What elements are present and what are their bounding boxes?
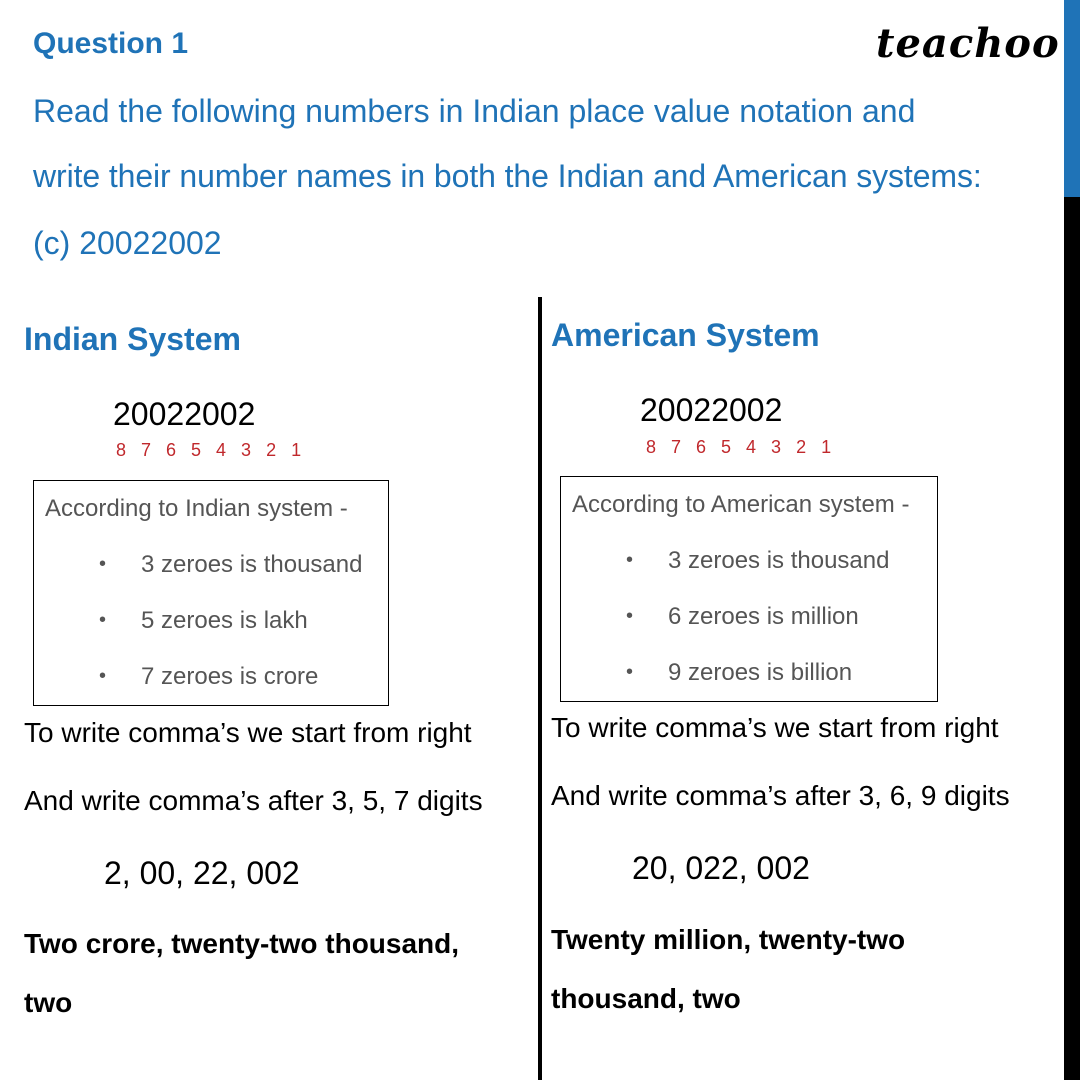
american-comma-instruction-2: And write comma’s after 3, 6, 9 digits	[551, 780, 1010, 811]
bullet-icon: •	[99, 609, 107, 631]
american-comma-instruction-1: To write comma’s we start from right	[551, 712, 999, 743]
question-text-line: Read the following numbers in Indian place value notation and	[33, 93, 916, 129]
indian-number: 20022002	[113, 396, 256, 432]
bullet-icon: •	[626, 549, 634, 571]
bullet-icon: •	[99, 665, 107, 687]
teachoo-logo: teachoo	[876, 20, 1060, 67]
american-number: 20022002	[640, 392, 783, 428]
bullet-icon: •	[626, 605, 634, 627]
indian-answer-line-1: Two crore, twenty-two thousand,	[24, 928, 460, 959]
american-system-heading: American System	[551, 317, 820, 353]
indian-comma-instruction-1: To write comma’s we start from right	[24, 717, 472, 748]
scrollbar-thumb[interactable]	[1064, 0, 1080, 197]
indian-comma-instruction-2: And write comma’s after 3, 5, 7 digits	[24, 785, 483, 816]
american-digit-positions: 8 7 6 5 4 3 2 1	[646, 437, 837, 457]
question-title: Question 1	[33, 27, 189, 60]
american-answer-line-1: Twenty million, twenty-two	[551, 924, 906, 955]
american-rules-intro: According to American system -	[572, 491, 910, 518]
bullet-icon: •	[99, 553, 107, 575]
indian-rules-box: According to Indian system - • 3 zeroes is thousand • 5 zeroes is lakh • 7 zeroes is crore	[33, 480, 389, 706]
column-divider	[538, 297, 542, 1080]
american-answer-line-2: thousand, two	[551, 983, 741, 1014]
question-text-line: (c) 20022002	[33, 225, 222, 261]
indian-answer-line-2: two	[24, 987, 73, 1018]
indian-system-heading: Indian System	[24, 321, 241, 357]
bullet-icon: •	[626, 661, 634, 683]
indian-rules-intro: According to Indian system -	[45, 495, 348, 522]
american-comma-number: 20, 022, 002	[632, 850, 810, 886]
indian-digit-positions: 8 7 6 5 4 3 2 1	[116, 440, 307, 460]
indian-comma-number: 2, 00, 22, 002	[104, 855, 300, 891]
question-text-line: write their number names in both the Indian and American systems:	[33, 158, 982, 194]
american-rules-box: According to American system - • 3 zeroes is thousand • 6 zeroes is million • 9 zeroes is billion	[560, 476, 938, 702]
